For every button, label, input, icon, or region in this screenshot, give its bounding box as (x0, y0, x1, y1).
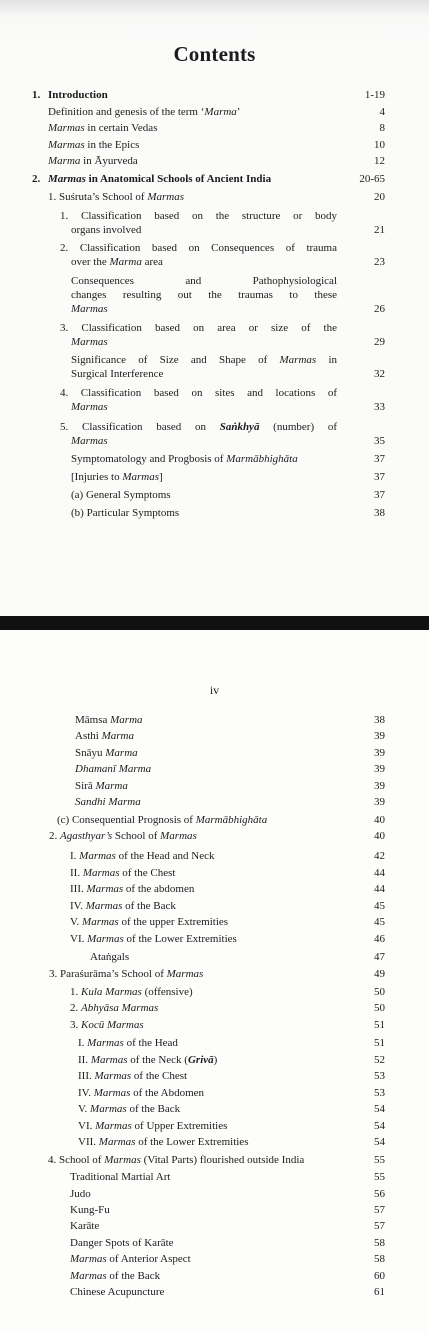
entry-title: Kung-Fu (70, 1204, 110, 1216)
entry-page: 57 (374, 1204, 385, 1216)
entry-page: 44 (374, 883, 385, 895)
entry-page: 4 (379, 106, 385, 118)
entry-page: 55 (374, 1154, 385, 1166)
entry-title: III. Marmas of the abdomen (70, 883, 195, 895)
entry-page: 53 (374, 1087, 385, 1099)
entry-title: Ataṅgals (90, 951, 130, 963)
entry-title: Marmas in Anatomical Schools of Ancient India (48, 173, 272, 185)
entry-title: IV. Marmas of the Abdomen (78, 1087, 205, 1099)
entry-page: 26 (374, 303, 385, 315)
entry-title: Chinese Acupuncture (70, 1286, 165, 1298)
entry-page: 10 (374, 139, 385, 151)
entry-title-line: changes resulting out the traumas to these (71, 289, 337, 301)
entry-page: 21 (374, 224, 385, 236)
entry-title: II. Marmas of the Neck (Grivā) (78, 1054, 218, 1066)
toc-entry (60, 321, 385, 351)
entry-page: 8 (379, 122, 385, 134)
entry-page: 12 (374, 155, 385, 167)
entry-title: Māmsa Marma (75, 714, 143, 726)
entry-title: Sandhi Marma (75, 796, 141, 808)
entry-page: 40 (374, 814, 385, 826)
entry-title: VI. Marmas of Upper Extremities (78, 1120, 228, 1132)
entry-title: Judo (70, 1188, 91, 1200)
entry-title: Marmas in certain Vedas (48, 122, 158, 134)
entry-title-line: Marmas (71, 303, 108, 315)
entry-title: Introduction (48, 89, 108, 101)
entry-title-line: Consequences and Pathophysiological (71, 275, 337, 287)
entry-page: 40 (374, 830, 385, 842)
entry-title: (a) General Symptoms (71, 489, 171, 501)
entry-title: 1. Kula Marmas (offensive) (70, 986, 193, 998)
entry-title: (b) Particular Symptoms (71, 507, 180, 519)
entry-page: 39 (374, 796, 385, 808)
entry-title: I. Marmas of the Head and Neck (70, 850, 215, 862)
entry-page: 58 (374, 1253, 385, 1265)
toc-entry (71, 353, 385, 383)
entry-page: 53 (374, 1070, 385, 1082)
entry-page: 39 (374, 747, 385, 759)
entry-title-line: Surgical Interference (71, 368, 164, 380)
entry-page: 37 (374, 453, 385, 465)
entry-page: 42 (374, 850, 385, 862)
entry-page: 37 (374, 471, 385, 483)
entry-title: Snāyu Marma (75, 747, 138, 759)
entry-page: 45 (374, 900, 385, 912)
entry-title-line: Marmas (71, 401, 108, 413)
entry-page: 44 (374, 867, 385, 879)
entry-page: 50 (374, 1002, 385, 1014)
entry-title: Marmas in the Epics (48, 139, 140, 151)
entry-page: 45 (374, 916, 385, 928)
entry-page: 39 (374, 763, 385, 775)
contents-page-1 (0, 0, 429, 616)
entry-title: V. Marmas of the upper Extremities (70, 916, 229, 928)
page-folio: iv (209, 683, 220, 697)
entry-title: Symptomatology and Progbosis of Marmābhighāta (71, 453, 298, 465)
entry-page: 23 (374, 256, 385, 268)
entry-title: VII. Marmas of the Lower Extremities (78, 1136, 249, 1148)
entry-page: 33 (374, 401, 385, 413)
entry-title: 3. Kocū Marmas (70, 1019, 144, 1031)
entry-title: [Injuries to Marmas] (71, 471, 163, 483)
toc-entry (60, 209, 385, 239)
entry-page: 47 (374, 951, 385, 963)
entry-title-line: organs involved (71, 224, 142, 236)
entry-page: 54 (374, 1120, 385, 1132)
toc-entry (71, 274, 385, 318)
toc-entry (60, 420, 385, 450)
entry-title: Danger Spots of Karāte (70, 1237, 174, 1249)
entry-page: 20-65 (359, 173, 385, 185)
entry-title-line: 4. Classification based on sites and locations of (60, 387, 337, 399)
entry-title: Sirā Marma (75, 780, 128, 792)
entry-title-line: 1. Classification based on the structure or body (60, 210, 337, 222)
entry-page: 49 (374, 968, 385, 980)
entry-page: 57 (374, 1220, 385, 1232)
entry-page: 32 (374, 368, 385, 380)
toc-entry (60, 241, 385, 271)
entry-title: Definition and genesis of the term ‘Marma’ (48, 106, 241, 118)
entry-title-line: over the Marma area (71, 256, 163, 268)
entry-title-line: 5. Classification based on Saṅkhyā (number) of (60, 421, 337, 433)
entry-page: 38 (374, 507, 385, 519)
entry-title-line: 3. Classification based on area or size of the (60, 322, 337, 334)
entry-title: Asthi Marma (75, 730, 134, 742)
entry-title: Dhamanī Marma (75, 763, 152, 775)
entry-title: 1. Suśruta’s School of Marmas (48, 191, 184, 203)
entry-title: (c) Consequential Prognosis of Marmābhighāta (57, 814, 268, 826)
entry-title-line: Marmas (71, 336, 108, 348)
entry-title: 2. Agasthyar’s School of Marmas (49, 830, 197, 842)
entry-page: 52 (374, 1054, 385, 1066)
entry-number: 2. (32, 173, 41, 185)
entry-title: Marma in Āyurveda (48, 155, 138, 167)
entry-page: 35 (374, 435, 385, 447)
entry-page: 55 (374, 1171, 385, 1183)
entry-title: V. Marmas of the Back (78, 1103, 181, 1115)
entry-page: 54 (374, 1136, 385, 1148)
entry-page: 56 (374, 1188, 385, 1200)
page-divider (0, 616, 429, 630)
entry-page: 61 (374, 1286, 385, 1298)
entry-number: 1. (32, 89, 41, 101)
entry-page: 1-19 (364, 89, 385, 101)
entry-title: 2. Abhyāsa Marmas (70, 1002, 159, 1014)
entry-page: 39 (374, 780, 385, 792)
entry-page: 29 (374, 336, 385, 348)
toc-entry (60, 386, 385, 416)
entry-page: 50 (374, 986, 385, 998)
entry-page: 51 (374, 1019, 385, 1031)
entry-title: II. Marmas of the Chest (70, 867, 176, 879)
entry-page: 58 (374, 1237, 385, 1249)
entry-title: 3. Paraśurāma’s School of Marmas (49, 968, 204, 980)
entry-page: 54 (374, 1103, 385, 1115)
entry-title: 4. School of Marmas (Vital Parts) flourished outside India (48, 1154, 305, 1166)
entry-page: 38 (374, 714, 385, 726)
entry-title-line: Marmas (71, 435, 108, 447)
entry-title: VI. Marmas of the Lower Extremities (70, 933, 237, 945)
entry-title: Marmas of Anterior Aspect (70, 1253, 191, 1265)
entry-title: IV. Marmas of the Back (70, 900, 176, 912)
entry-title: III. Marmas of the Chest (78, 1070, 188, 1082)
entry-page: 46 (374, 933, 385, 945)
entry-title-line: 2. Classification based on Consequences of trauma (60, 242, 337, 254)
entry-page: 39 (374, 730, 385, 742)
entry-page: 37 (374, 489, 385, 501)
page-title: Contents (173, 42, 256, 66)
contents-page-2 (0, 630, 429, 1334)
entry-title: Karāte (70, 1220, 100, 1232)
entry-title: Marmas of the Back (70, 1270, 161, 1282)
entry-page: 20 (374, 191, 385, 203)
entry-title: Traditional Martial Art (70, 1171, 171, 1183)
entry-page: 51 (374, 1037, 385, 1049)
entry-title-line: Significance of Size and Shape of Marmas in (71, 354, 337, 366)
entry-title: I. Marmas of the Head (78, 1037, 178, 1049)
entry-page: 60 (374, 1270, 385, 1282)
